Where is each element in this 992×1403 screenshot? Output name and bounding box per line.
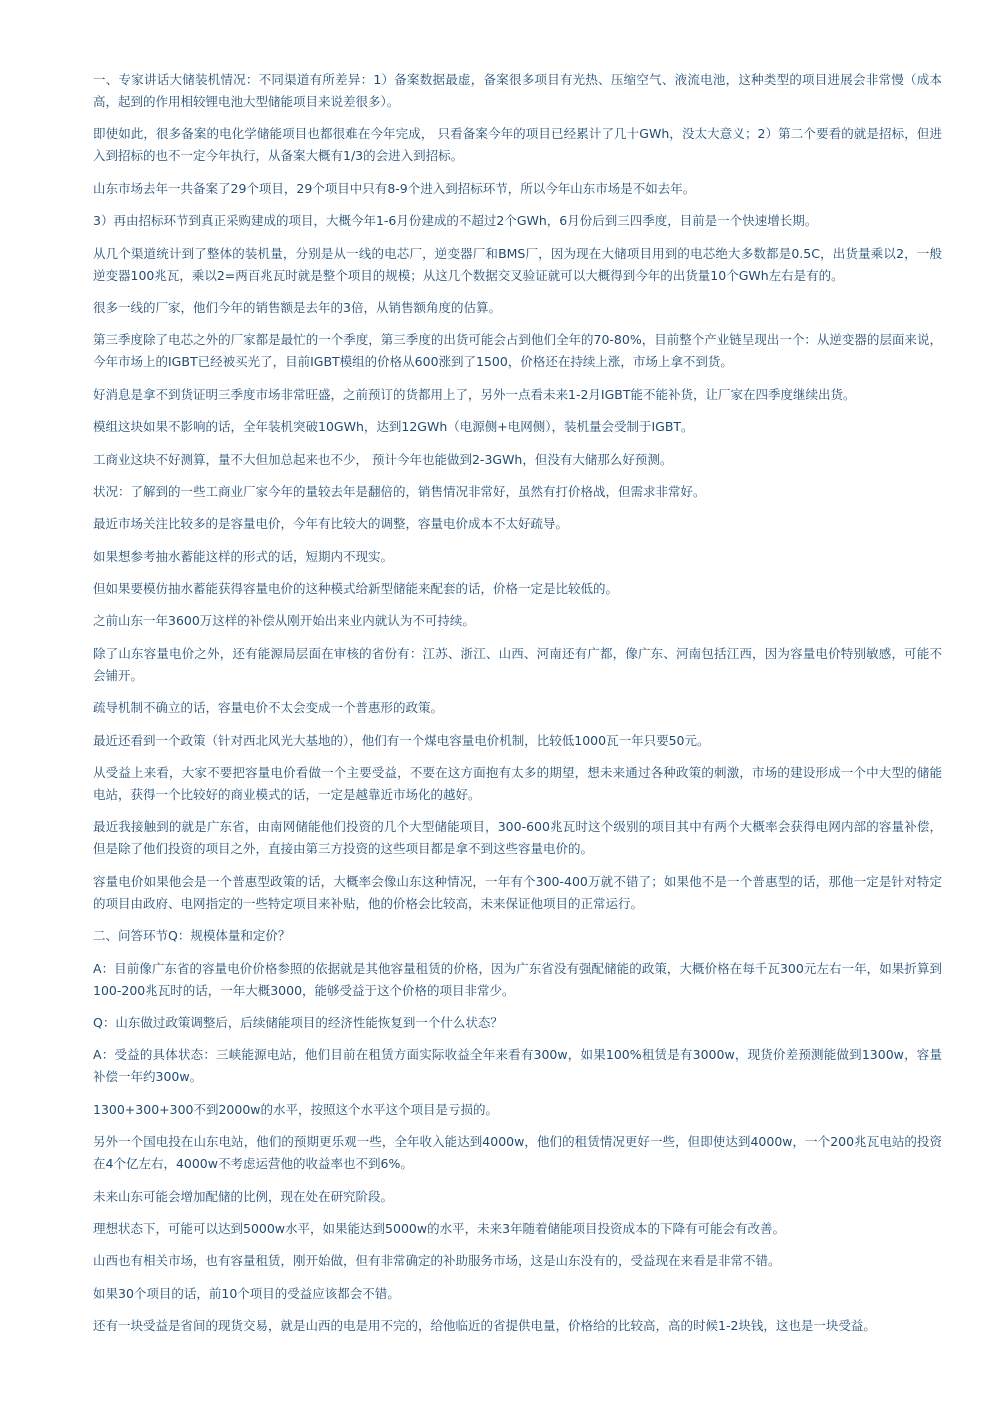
paragraph-15: 之前山东一年3600万这样的补偿从刚开始出来业内就认为不可持续。 xyxy=(93,613,475,629)
paragraph-3: 山东市场去年一共备案了29个项目，29个项目中只有8-9个进入到招标环节，所以今年山东市场是不如去年。 xyxy=(93,180,696,196)
paragraph-18: 最近还看到一个政策（针对西北风光大基地的），他们有一个煤电容量电价机制，比较低1000瓦一年只要50元。 xyxy=(93,732,710,748)
paragraph-30: 山西也有相关市场，也有容量租赁，刚开始做，但有非常确定的补助服务市场，这是山东没有的，受益现在来看是非常不错。 xyxy=(93,1253,781,1269)
paragraph-21: 容量电价如果他会是一个普惠型政策的话，大概率会像山东这种情况，一年有个300-400万就不错了；如果他不是一个普惠型的话，那他一定是针对特定的项目由政府、电网指定的一些特定项目来补贴，他的价格会比较高，未来保证他项目的正常运行。 xyxy=(93,873,942,911)
paragraph-2: 即使如此，很多备案的电化学储能项目也都很难在今年完成， 只看备案今年的项目已经累计了几十GWh，没太大意义；2）第二个要看的就是招标，但进入到招标的也不一定今年执行，从备案大概有1/3的会进入到招标。 xyxy=(93,126,942,164)
paragraph-20: 最近我接触到的就是广东省，由南网储能他们投资的几个大型储能项目，300-600兆瓦时这个级别的项目其中有两个大概率会获得电网内部的容量补偿，但是除了他们投资的项目之外，直接由第三方投资的这些项目都是拿不到这些容量电价的。 xyxy=(93,819,942,857)
paragraph-14: 但如果要模仿抽水蓄能获得容量电价的这种模式给新型储能来配套的话，价格一定是比较低的。 xyxy=(93,581,619,597)
paragraph-8: 好消息是拿不到货证明三季度市场非常旺盛，之前预订的货都用上了，另外一点看未来1-2月IGBT能不能补货，让厂家在四季度继续出货。 xyxy=(93,386,856,402)
paragraph-23: A：目前像广东省的容量电价价格参照的依据就是其他容量租赁的价格，因为广东省没有强配储能的政策，大概价格在每千瓦300元左右一年，如果折算到100-200兆瓦时的话，一年大概3000，能够受益于这个价格的项目非常少。 xyxy=(93,960,942,998)
paragraph-4: 3）再由招标环节到真正采购建成的项目，大概今年1-6月份建成的不超过2个GWh，6月份后到三四季度，目前是一个快速增长期。 xyxy=(93,213,818,229)
paragraph-27: 另外一个国电投在山东电站，他们的预期更乐观一些，全年收入能达到4000w，他们的租赁情况更好一些，但即使达到4000w，一个200兆瓦电站的投资在4个亿左右，4000w不考虑运营他的收益率也不到6%。 xyxy=(93,1134,942,1172)
paragraph-16: 除了山东容量电价之外，还有能源局层面在审核的省份有：江苏、浙江、山西、河南还有广都，像广东、河南包括江西，因为容量电价特别敏感，可能不会铺开。 xyxy=(93,645,942,683)
paragraph-13: 如果想参考抽水蓄能这样的形式的话，短期内不现实。 xyxy=(93,548,394,564)
paragraph-9: 模组这块如果不影响的话，全年装机突破10GWh，达到12GWh（电源侧+电网侧），装机量会受制于IGBT。 xyxy=(93,419,694,435)
paragraph-26: 1300+300+300不到2000w的水平，按照这个水平这个项目是亏损的。 xyxy=(93,1101,499,1117)
paragraph-17: 疏导机制不确立的话，容量电价不太会变成一个普惠形的政策。 xyxy=(93,700,444,716)
paragraph-28: 未来山东可能会增加配储的比例，现在处在研究阶段。 xyxy=(93,1188,394,1204)
section-heading-qa: 二、问答环节Q：规模体量和定价？ xyxy=(93,928,291,944)
paragraph-32: 还有一块受益是省间的现货交易，就是山西的电是用不完的，给他临近的省提供电量，价格给的比较高，高的时候1-2块钱，这也是一块受益。 xyxy=(93,1318,876,1334)
paragraph-19: 从受益上来看，大家不要把容量电价看做一个主要受益，不要在这方面抱有太多的期望，想未来通过各种政策的刺激，市场的建设形成一个中大型的储能电站，获得一个比较好的商业模式的话，一定是越靠近市场化的越好。 xyxy=(93,765,942,803)
paragraph-25: A：受益的具体状态：三峡能源电站，他们目前在租赁方面实际收益全年来看有300w，如果100%租赁是有3000w，现货价差预测能做到1300w，容量补偿一年约300w。 xyxy=(93,1047,942,1085)
paragraph-6: 很多一线的厂家，他们今年的销售额是去年的3倍，从销售额角度的估算。 xyxy=(93,299,501,315)
paragraph-29: 理想状态下，可能可以达到5000w水平，如果能达到5000w的水平，未来3年随着储能项目投资成本的下降有可能会有改善。 xyxy=(93,1220,786,1236)
paragraph-1: 一、专家讲话大储装机情况：不同渠道有所差异：1）备案数据最虚，备案很多项目有光热、压缩空气、液流电池，这种类型的项目进展会非常慢（成本高，起到的作用相较锂电池大型储能项目来说差很多）。 xyxy=(93,72,942,109)
paragraph-12: 最近市场关注比较多的是容量电价，今年有比较大的调整，容量电价成本不太好疏导。 xyxy=(93,516,569,532)
paragraph-24: Q：山东做过政策调整后，后续储能项目的经济性能恢复到一个什么状态？ xyxy=(93,1014,503,1030)
paragraph-7: 第三季度除了电芯之外的厂家都是最忙的一个季度，第三季度的出货可能会占到他们全年的70-80%，目前整个产业链呈现出一个：从逆变器的层面来说，今年市场上的IGBT已经被买光了，目前IGBT模组的价格从600涨到了1500，价格还在持续上涨，市场上拿不到货。 xyxy=(93,332,942,370)
paragraph-5: 从几个渠道统计到了整体的装机量，分别是从一线的电芯厂，逆变器厂和BMS厂，因为现在大储项目用到的电芯绝大多数都是0.5C，出货量乘以2，一般逆变器100兆瓦，乘以2=两百兆瓦时就是整个项目的规模；从这几个数据交叉验证就可以大概得到今年的出货量10个GWh左右是有的。 xyxy=(93,245,942,283)
paragraph-11: 状况：了解到的一些工商业厂家今年的量较去年是翻倍的，销售情况非常好，虽然有打价格战，但需求非常好。 xyxy=(93,483,706,499)
paragraph-31: 如果30个项目的话，前10个项目的受益应该都会不错。 xyxy=(93,1285,400,1301)
paragraph-10: 工商业这块不好测算，量不大但加总起来也不少， 预计今年也能做到2-3GWh，但没有大储那么好预测。 xyxy=(93,451,673,467)
